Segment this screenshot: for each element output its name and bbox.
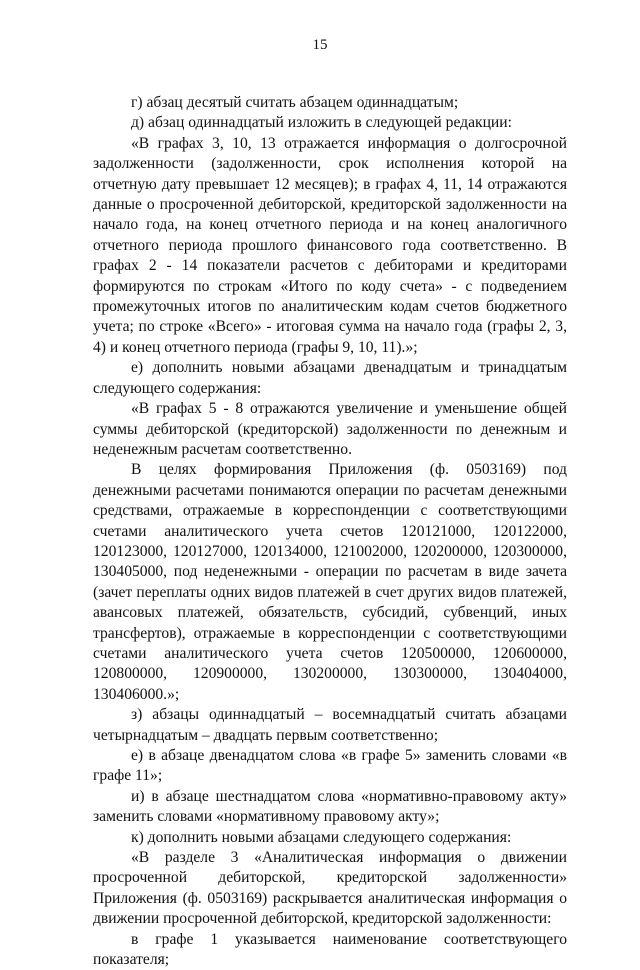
paragraph: е) в абзаце двенадцатом слова «в графе 5» заменить словами «в графе 11»; xyxy=(93,747,567,785)
paragraph: з) абзацы одиннадцатый – восемнадцатый считать абзацами четырнадцатым – двадцать первым соответственно; xyxy=(93,706,567,744)
paragraph: В целях формирования Приложения (ф. 0503169) под денежными расчетами понимаются операции по расчетам денежными средствами, отражаемые в корреспонденции с соответствующими счетами аналитического учета счетов 120121000, 120122000, 120123000, 120127000, 120134000, 121002000, 120200000, 120300000, 130405000, под неденежными - операции по расчетам в виде зачета (зачет переплаты одних видов платежей в счет других видов платежей, авансовых платежей, обязательств, субсидий, субвенций, иных трансфертов), отражаемые в корреспонденции с соответствующими счетами аналитического учета счетов 120500000, 120600000, 120800000, 120900000, 130200000, 130300000, 130404000, 130406000.»; xyxy=(93,461,567,703)
paragraph: «В графах 5 - 8 отражаются увеличение и уменьшение общей суммы дебиторской (кредиторской) задолженности по денежным и неденежным расчетам соответственно. xyxy=(93,400,567,458)
paragraph: е) дополнить новыми абзацами двенадцатым и тринадцатым следующего содержания: xyxy=(93,359,567,397)
body-text xyxy=(93,93,567,970)
paragraph: к) дополнить новыми абзацами следующего содержания: xyxy=(131,828,512,846)
paragraph: в графе 1 указывается наименование соответствующего показателя; xyxy=(93,930,567,969)
paragraph: «В разделе 3 «Аналитическая информация о движении просроченной дебиторской, кредиторской задолженности» Приложения (ф. 0503169) раскрывается аналитическая информация о движении просроченной дебиторской, кредиторской задолженности: xyxy=(93,849,567,928)
paragraph: и) в абзаце шестнадцатом слова «нормативно-правовому акту» заменить словами «нормативному правовому акту»; xyxy=(93,787,567,826)
page-number: 15 xyxy=(312,37,328,53)
paragraph: д) абзац одиннадцатый изложить в следующей редакции: xyxy=(131,114,512,132)
paragraph: г) абзац десятый считать абзацем одиннадцатым; xyxy=(131,94,459,111)
paragraph: «В графах 3, 10, 13 отражается информация о долгосрочной задолженности (задолженности, срок исполнения которой на отчетную дату превышает 12 месяцев); в графах 4, 11, 14 отражаются данные о просроченной дебиторской, кредиторской задолженности на начало года, на конец отчетного периода и на конец аналогичного отчетного периода прошлого финансового года соответственно. В графах 2 - 14 показатели расчетов с дебиторами и кредиторами формируются по строкам «Итого по коду счета» - с подведением промежуточных итогов по аналитическим кодам счетов бюджетного учета; по строке «Всего» - итоговая сумма на начало года (графы 2, 3, 4) и конец отчетного периода (графы 9, 10, 11).»; xyxy=(93,134,567,356)
